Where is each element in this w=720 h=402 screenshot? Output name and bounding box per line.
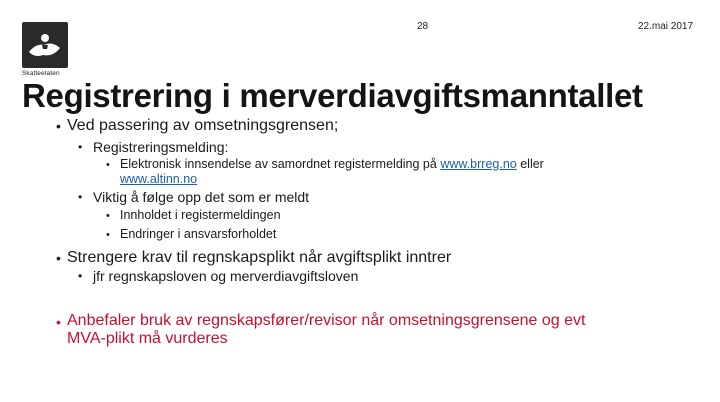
bullet-dot: • <box>56 250 61 266</box>
bullet-text: jfr regnskapsloven og merverdiavgiftsloven <box>93 268 359 284</box>
bullet-text: Ved passering av omsetningsgrensen; <box>67 117 339 134</box>
slide-title: Registrering i merverdiavgiftsmanntallet <box>22 77 643 114</box>
bullet-dot: • <box>106 159 110 171</box>
skatteetaten-logo-icon <box>22 22 68 68</box>
bullet-dot: • <box>78 190 83 204</box>
bullet-dot: • <box>56 118 61 134</box>
bullet-regnskapsplikt <box>56 249 451 267</box>
slide-number: 28 <box>417 21 429 32</box>
bullet-dot: • <box>78 140 83 154</box>
bullet-elektronisk-innsendelse <box>106 157 544 187</box>
bullet-text: Registreringsmelding: <box>93 139 229 155</box>
altinn-link[interactable]: www.altinn.no <box>120 172 198 186</box>
skatteetaten-logo <box>22 22 68 77</box>
bullet-anbefaler-regnskapsforer <box>56 312 585 348</box>
brreg-link[interactable]: www.brreg.no <box>440 157 517 171</box>
bullet-text-line1: Anbefaler bruk av regnskapsfører/revisor når omsetningsgrensene og evt <box>67 312 586 329</box>
bullet-text: Innholdet i registermeldingen <box>120 208 281 222</box>
bullet-registreringsmelding <box>78 139 228 155</box>
bullet-text-eller: eller <box>516 157 544 171</box>
bullet-dot: • <box>56 314 61 330</box>
bullet-text: Endringer i ansvarsforholdet <box>120 227 277 241</box>
bullet-text: Elektronisk innsendelse av samordnet registermelding på <box>120 157 441 171</box>
bullet-jfr-regnskapsloven <box>78 268 358 284</box>
bullet-text-line2: MVA-plikt må vurderes <box>67 330 228 347</box>
slide-date: 22.mai 2017 <box>638 21 694 32</box>
logo-text: Skatteetaten <box>22 70 60 77</box>
bullet-dot: • <box>106 210 110 222</box>
bullet-dot: • <box>78 269 83 283</box>
bullet-dot: • <box>106 229 110 241</box>
bullet-viktig-folge-opp <box>78 189 309 205</box>
bullet-endringer <box>106 227 276 242</box>
bullet-innholdet <box>106 208 281 223</box>
bullet-omsetningsgrensen <box>56 117 338 135</box>
bullet-text: Strengere krav til regnskapsplikt når avgiftsplikt inntrer <box>67 249 452 266</box>
bullet-text: Viktig å følge opp det som er meldt <box>93 189 310 205</box>
